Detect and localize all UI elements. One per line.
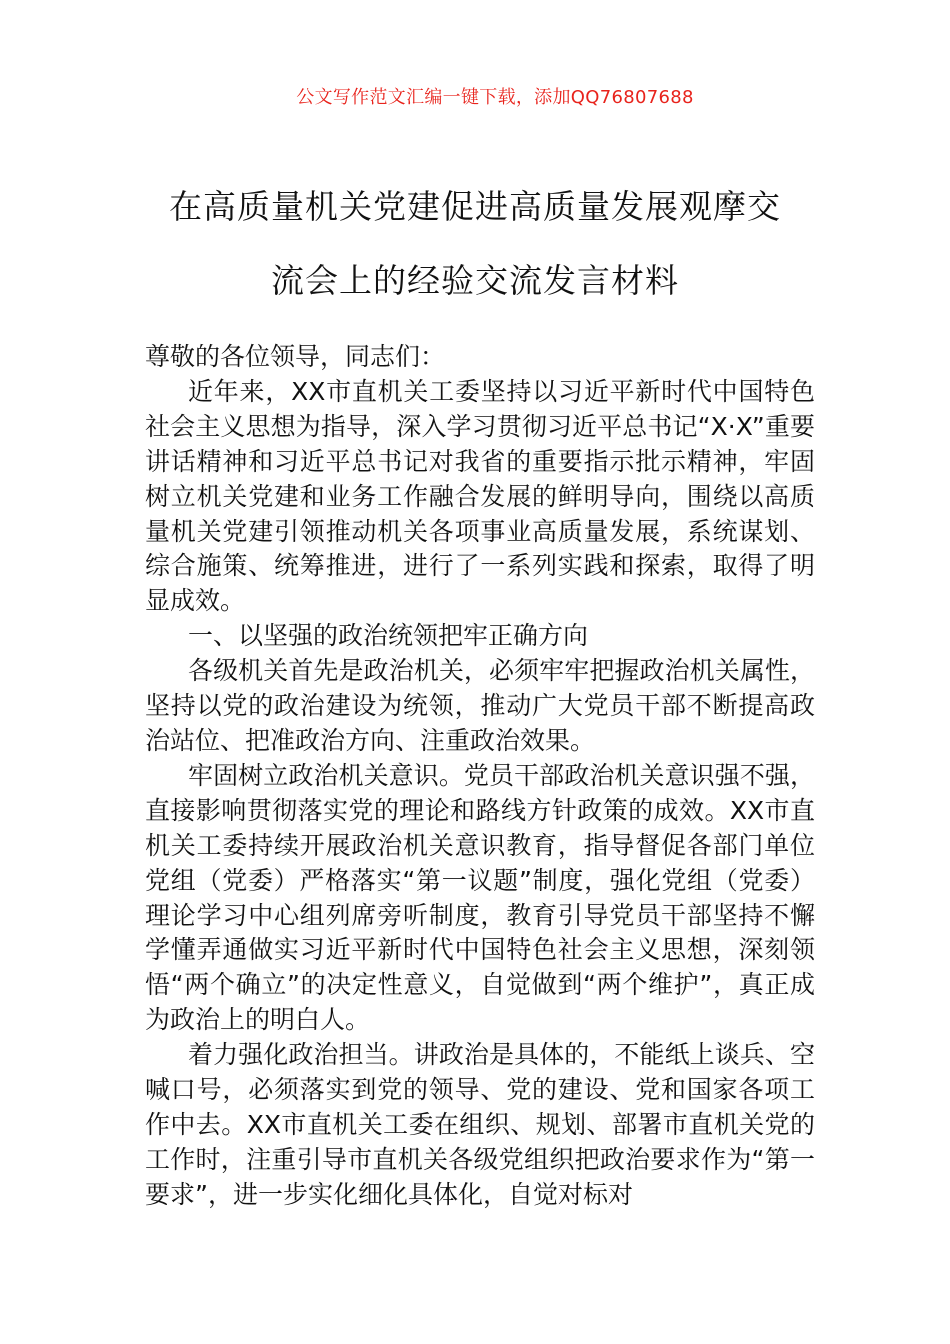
- paragraph: 着力强化政治担当。讲政治是具体的，不能纸上谈兵、空喊口号，必须落实到党的领导、党的建设、党和国家各项工作中去。XX市直机关工委在组织、规划、部署市直机关党的工作时，注重引导市直机关各级党组织把政治要求作为“第一要求”，进一步实化细化具体化，自觉对标对: [145, 1040, 815, 1209]
- document-body: [145, 340, 815, 1213]
- section-heading-1: 一、以坚强的政治统领把牢正确方向: [188, 621, 589, 651]
- title-line-1: 在高质量机关党建促进高质量发展观摩交: [169, 187, 781, 226]
- title-line-2: 流会上的经验交流发言材料: [271, 261, 679, 300]
- paragraph: 各级机关首先是政治机关，必须牢牢把握政治机关属性，坚持以党的政治建设为统领，推动广大党员干部不断提高政治站位、把准政治方向、注重政治效果。: [145, 656, 815, 755]
- promo-banner-text: 公文写作范文汇编一键下载，添加QQ76807688: [296, 87, 694, 108]
- document-title: [130, 170, 820, 318]
- paragraph-intro: 近年来，XX市直机关工委坚持以习近平新时代中国特色社会主义思想为指导，深入学习贯彻习近平总书记“X·X”重要讲话精神和习近平总书记对我省的重要指示批示精神，牢固树立机关党建和业务工作融合发展的鲜明导向，围绕以高质量机关党建引领推动机关各项事业高质量发展，系统谋划、综合施策、统筹推进，进行了一系列实践和探索，取得了明显成效。: [145, 376, 815, 616]
- paragraph: 牢固树立政治机关意识。党员干部政治机关意识强不强，直接影响贯彻落实党的理论和路线方针政策的成效。XX市直机关工委持续开展政治机关意识教育，指导督促各部门单位党组（党委）严格落实“第一议题”制度，强化党组（党委）理论学习中心组列席旁听制度，教育引导党员干部坚持不懈学懂弄通做实习近平新时代中国特色社会主义思想，深刻领悟“两个确立”的决定性意义，自觉做到“两个维护”，真正成为政治上的明白人。: [145, 760, 815, 1035]
- salutation: 尊敬的各位领导，同志们：: [145, 342, 446, 371]
